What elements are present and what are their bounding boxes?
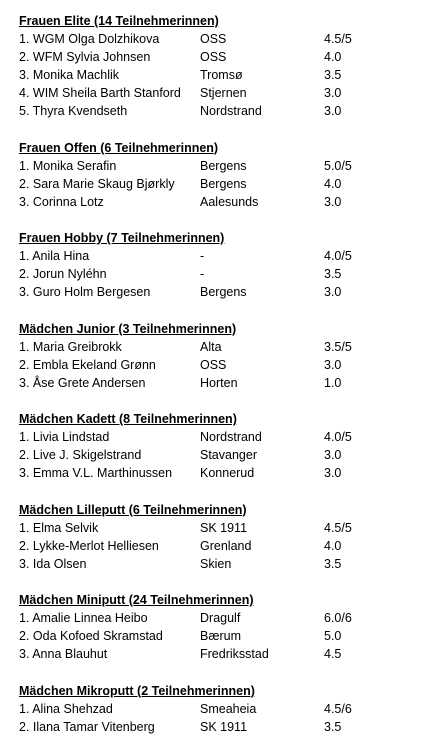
result-row [19, 609, 419, 627]
section-heading: Mädchen Kadett (8 Teilnehmerinnen) [19, 412, 237, 426]
player-name: 1. WGM Olga Dolzhikova [19, 32, 160, 46]
club-name: Dragulf [200, 611, 241, 625]
results-section [19, 501, 419, 573]
player-name: 2. Lykke-Merlot Helliesen [19, 538, 159, 553]
score: 1.0 [324, 375, 342, 390]
result-row [19, 428, 419, 446]
result-row [19, 338, 419, 356]
player-name: 2. Oda Kofoed Skramstad [19, 629, 163, 643]
club-name: Horten [200, 375, 238, 390]
club-name: Grenland [200, 538, 252, 553]
player-name: 2. Sara Marie Skaug Bjørkly [19, 176, 175, 191]
score: 3.0 [324, 86, 342, 100]
club-name: Aalesunds [200, 194, 259, 209]
result-row [19, 446, 419, 464]
section-heading: Mädchen Junior (3 Teilnehmerinnen) [19, 321, 237, 336]
score: 3.5 [324, 556, 342, 571]
club-name: SK 1911 [200, 520, 248, 535]
result-row [19, 247, 419, 265]
club-name: Nordstrand [200, 430, 262, 444]
player-name: 3. Corinna Lotz [19, 194, 104, 209]
score: 3.0 [324, 194, 342, 209]
club-name: Skien [200, 556, 232, 571]
score: 3.0 [324, 448, 342, 462]
club-name: Stjernen [200, 86, 247, 100]
player-name: 3. Åse Grete Andersen [19, 375, 146, 390]
section-heading: Frauen Elite (14 Teilnehmerinnen) [19, 14, 219, 28]
section-spacer [19, 392, 419, 411]
result-row [19, 718, 419, 736]
score: 4.5/5 [324, 520, 352, 535]
score: 3.5 [324, 719, 342, 734]
club-name: Stavanger [200, 448, 257, 462]
score: 3.0 [324, 104, 342, 118]
score: 4.5 [324, 647, 342, 661]
result-row [19, 84, 419, 102]
club-name: - [200, 249, 205, 263]
section-spacer [19, 573, 419, 592]
result-row [19, 464, 419, 482]
score: 4.5/5 [324, 32, 352, 46]
section-heading: Mädchen Miniputt (24 Teilnehmerinnen) [19, 593, 254, 607]
result-row [19, 519, 419, 537]
player-name: 1. Maria Greibrokk [19, 339, 122, 354]
results-section [19, 320, 419, 392]
club-name: Konnerud [200, 466, 255, 480]
result-row [19, 537, 419, 555]
player-name: 4. WIM Sheila Barth Stanford [19, 86, 181, 100]
section-spacer [19, 211, 419, 230]
player-name: 2. Live J. Skigelstrand [19, 448, 142, 462]
results-section [19, 410, 419, 482]
club-name: Bergens [200, 158, 247, 173]
score: 3.5 [324, 68, 342, 82]
result-row [19, 66, 419, 84]
club-name: Nordstrand [200, 104, 262, 118]
score: 4.0 [324, 538, 342, 553]
player-name: 3. Emma V.L. Marthinussen [19, 466, 173, 480]
club-name: SK 1911 [200, 719, 248, 734]
club-name: Tromsø [200, 68, 243, 82]
results-section [19, 229, 419, 301]
section-heading: Frauen Offen (6 Teilnehmerinnen) [19, 140, 219, 155]
score: 3.5 [324, 267, 342, 281]
result-row [19, 700, 419, 718]
score: 6.0/6 [324, 611, 352, 625]
result-row [19, 374, 419, 392]
result-row [19, 356, 419, 374]
section-spacer [19, 482, 419, 501]
player-name: 1. Anila Hina [19, 249, 90, 263]
player-name: 1. Alina Shehzad [19, 701, 113, 716]
club-name: OSS [200, 32, 227, 46]
player-name: 3. Guro Holm Bergesen [19, 285, 151, 299]
player-name: 1. Monika Serafin [19, 158, 117, 173]
club-name: Smeaheia [200, 701, 257, 716]
section-spacer [19, 120, 419, 139]
player-name: 3. Ida Olsen [19, 556, 87, 571]
club-name: - [200, 267, 205, 281]
player-name: 2. Jorun Nyléhn [19, 267, 107, 281]
club-name: Alta [200, 339, 222, 354]
results-section [19, 139, 419, 211]
score: 3.0 [324, 466, 342, 480]
section-heading: Mädchen Mikroputt (2 Teilnehmerinnen) [19, 683, 255, 698]
score: 4.0 [324, 176, 342, 191]
section-spacer [19, 663, 419, 682]
score: 4.0 [324, 50, 342, 64]
result-row [19, 175, 419, 193]
player-name: 2. WFM Sylvia Johnsen [19, 50, 151, 64]
results-document [19, 12, 419, 736]
club-name: Bergens [200, 285, 247, 299]
results-section [19, 591, 419, 663]
club-name: OSS [200, 357, 227, 372]
score: 4.0/5 [324, 430, 352, 444]
result-row [19, 555, 419, 573]
score: 4.0/5 [324, 249, 352, 263]
result-row [19, 157, 419, 175]
result-row [19, 193, 419, 211]
player-name: 5. Thyra Kvendseth [19, 104, 128, 118]
player-name: 2. Embla Ekeland Grønn [19, 357, 156, 372]
result-row [19, 102, 419, 120]
player-name: 1. Livia Lindstad [19, 430, 110, 444]
result-row [19, 645, 419, 663]
club-name: Bergens [200, 176, 247, 191]
result-row [19, 48, 419, 66]
results-section [19, 682, 419, 736]
result-row [19, 265, 419, 283]
player-name: 3. Monika Machlik [19, 68, 120, 82]
player-name: 2. Ilana Tamar Vitenberg [19, 719, 155, 734]
score: 3.5/5 [324, 339, 352, 354]
section-heading: Frauen Hobby (7 Teilnehmerinnen) [19, 231, 225, 245]
player-name: 1. Elma Selvik [19, 520, 99, 535]
club-name: OSS [200, 50, 227, 64]
score: 3.0 [324, 357, 342, 372]
result-row [19, 30, 419, 48]
score: 3.0 [324, 285, 342, 299]
score: 5.0 [324, 629, 342, 643]
results-section [19, 12, 419, 120]
section-spacer [19, 301, 419, 320]
club-name: Fredriksstad [200, 647, 269, 661]
result-row [19, 283, 419, 301]
player-name: 3. Anna Blauhut [19, 647, 108, 661]
player-name: 1. Amalie Linnea Heibo [19, 611, 148, 625]
result-row [19, 627, 419, 645]
section-heading: Mädchen Lilleputt (6 Teilnehmerinnen) [19, 502, 247, 517]
club-name: Bærum [200, 629, 241, 643]
score: 5.0/5 [324, 158, 352, 173]
score: 4.5/6 [324, 701, 352, 716]
